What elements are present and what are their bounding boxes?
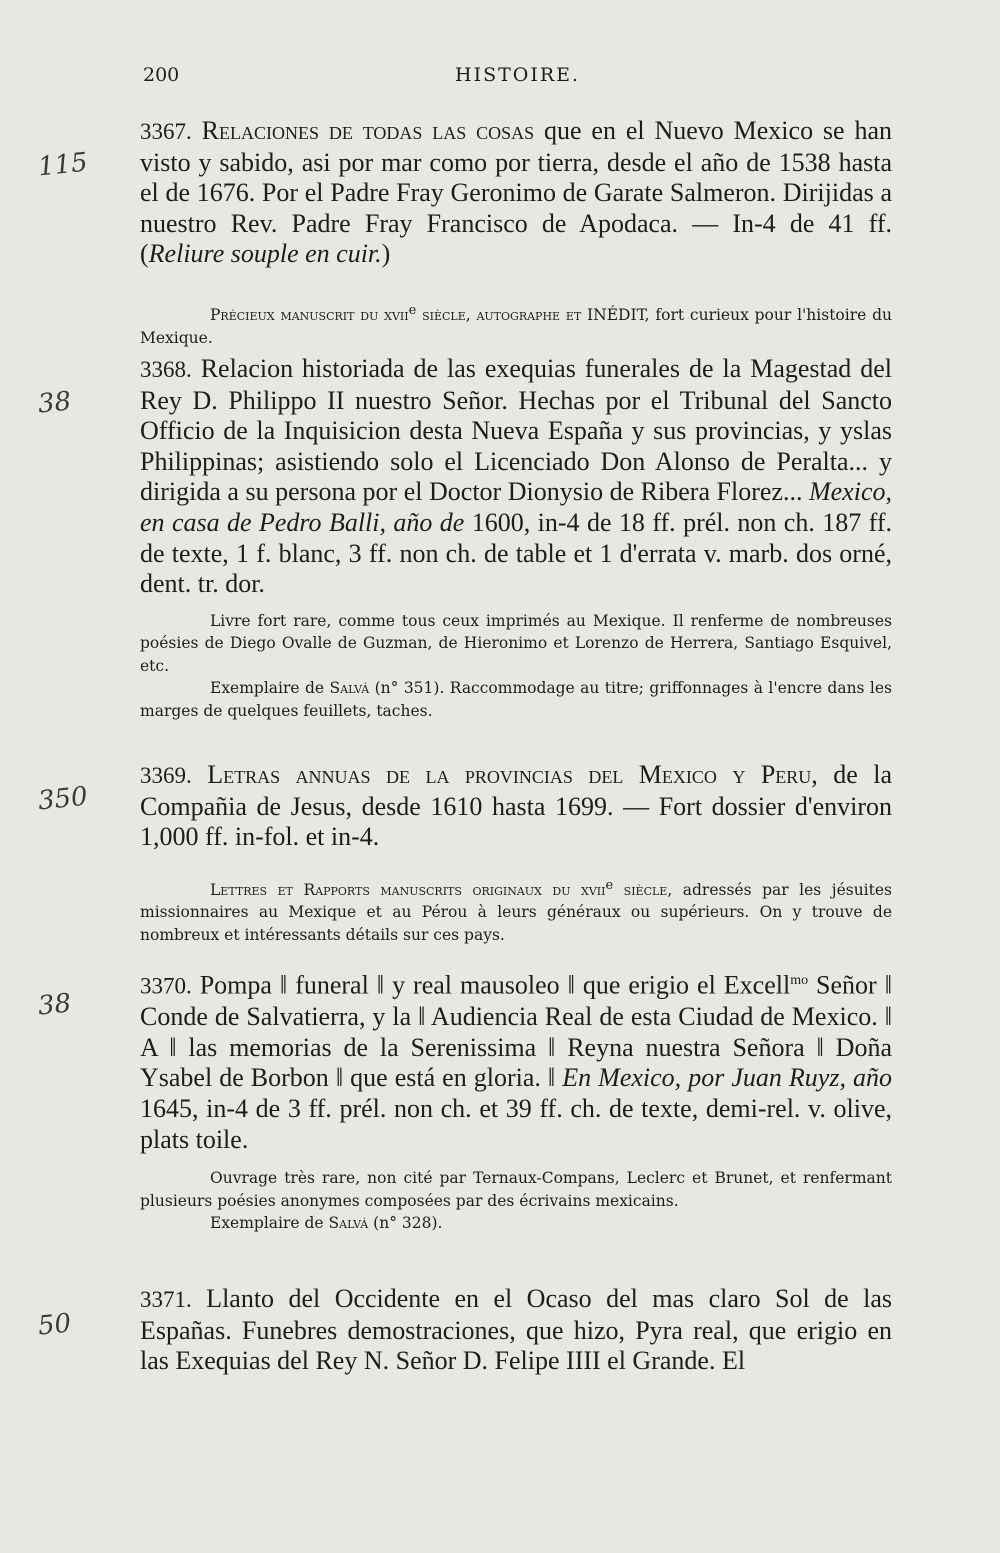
note-text: INÉDIT, fort curieux pour l'histoire du Mexique. xyxy=(140,306,893,347)
entry-note xyxy=(140,300,892,349)
entry-body-end: 1600, in-4 de 18 ff. prél. non ch. 187 ff. de texte, 1 f. blanc, 3 ff. non ch. de table et 1 d'errata v. marb. dos orné, dent. tr. dor. xyxy=(140,507,893,599)
note-text: Exemplaire de xyxy=(210,1214,329,1233)
entry-binding: Reliure souple en cuir. xyxy=(148,239,382,269)
catalog-entry-3371 xyxy=(140,1284,892,1377)
price-annotation: 115 xyxy=(36,147,90,183)
entry-imprint: En Mexico, por Juan Ruyz, año xyxy=(562,1063,892,1093)
entry-text xyxy=(140,966,892,1155)
note-smallcaps: Lettres et Rapports manuscrits originaux du xvii xyxy=(210,880,606,899)
note-superscript: e xyxy=(605,877,614,893)
note-superscript: e xyxy=(408,302,417,318)
entry-note: Livre fort rare, comme tous ceux imprimés au Mexique. Il renferme de nombreuses poésies de Diego Ovalle de Guzman, de Hieronimo et Lorenzo de Herrera, Santiago Esquivel, etc. xyxy=(140,611,892,675)
entry-body: Relacion historiada de las exequias funerales de la Magestad del Rey D. Philippo II nuestro Señor. Hechas por el Tribunal del Sancto Officio de la Inquisicion desta Nueva España y sus provincias, y yslas Philippinas; asistiendo solo el Licenciado Don Alonso de Peralta... y dirigida a su persona por el Doctor Dionysio de Ribera Florez... xyxy=(140,354,892,507)
entry-body-2: Señor ‖ Conde de Salvatierra, y la ‖ Audiencia Real de esta Ciudad de Mexico. ‖ A ‖ las memorias de la Serenissima ‖ Reyna nuestra Señora ‖ Doña Ysabel de Borbon ‖ que está en gloria. ‖ xyxy=(140,970,892,1093)
page-number: 200 xyxy=(143,64,180,86)
entry-body-end: 1645, in-4 de 3 ff. prél. non ch. et 39 ff. ch. de texte, demi-rel. v. olive, plats toile. xyxy=(140,1094,892,1154)
entry-body: que en el Nuevo Mexico se han visto y sabido, asi por mar como por tierra, desde el año de 1538 hasta el de 1676. Por el Padre Fray Geronimo de Garate Salmeron. Dirijidas a nuestro Rev. Padre Fray Francisco de Apodaca. — In-4 de 41 ff. ( xyxy=(140,116,893,269)
entry-note: Ouvrage très rare, non cité par Ternaux-Compans, Leclerc et Brunet, et renfermant plusieurs poésies anonymes composées par des écrivains mexicains. xyxy=(140,1169,892,1210)
entry-superscript: mo xyxy=(790,973,809,988)
entry-text xyxy=(140,354,892,600)
note-text-end: (n° 328). xyxy=(368,1214,443,1233)
entry-text xyxy=(140,760,892,853)
note-text: Exemplaire de xyxy=(210,679,330,698)
note-text: adressés par les jésuites missionnaires au Mexique et au Pérou à leurs généraux ou supérieurs. On y trouve de nombreux et intéressants détails sur ces pays. xyxy=(140,880,892,944)
page-header xyxy=(0,64,1000,94)
note-collector: Salvá xyxy=(328,1214,369,1233)
entry-note xyxy=(140,875,892,947)
note-smallcaps: Précieux manuscrit du xvii xyxy=(210,306,409,325)
entry-text xyxy=(140,1284,892,1377)
running-head: HISTOIRE. xyxy=(455,64,581,86)
entry-number: 3371. xyxy=(140,1287,192,1312)
note-text-end: (n° 351). Raccommodage au titre; griffonnages à l'encre dans les marges de quelques feuillets, taches. xyxy=(140,679,892,720)
entry-number: 3367. xyxy=(140,119,192,144)
entry-number: 3368. xyxy=(140,357,192,382)
entry-note-copy xyxy=(140,677,892,722)
entry-title: Relaciones de todas las cosas xyxy=(201,116,535,145)
entry-body: Llanto del Occidente en el Ocaso del mas claro Sol de las Españas. Funebres demostraciones, que hizo, Pyra real, que erigio en las Exequias del Rey N. Señor D. Felipe IIII el Grande. El xyxy=(140,1284,892,1376)
entry-imprint: Mexico, en casa de Pedro Balli, año de xyxy=(140,477,892,537)
price-annotation: 50 xyxy=(36,1308,73,1342)
price-annotation: 350 xyxy=(36,781,90,817)
note-smallcaps-2: siècle, autographe et xyxy=(416,306,582,325)
entry-body-end: ) xyxy=(381,239,391,269)
entry-body: , de la Compañia de Jesus, desde 1610 hasta 1699. — Fort dossier d'environ 1,000 ff. in-fol. et in-4. xyxy=(140,760,892,852)
note-smallcaps-2: siècle, xyxy=(613,880,673,899)
entry-text xyxy=(140,116,892,270)
catalog-entry-3370 xyxy=(140,966,892,1235)
catalog-entry-3368 xyxy=(140,354,892,722)
entry-body: Pompa ‖ funeral ‖ y real mausoleo ‖ que erigio el Excell xyxy=(191,970,791,1000)
catalog-entry-3367 xyxy=(140,116,892,349)
entry-note-copy xyxy=(140,1212,892,1235)
catalog-entry-3369 xyxy=(140,760,892,946)
entry-number: 3370. xyxy=(140,973,192,999)
price-annotation: 38 xyxy=(36,386,73,420)
note-collector: Salvá xyxy=(329,679,370,698)
entry-title: Letras annuas de la provincias del Mexico y Peru xyxy=(207,760,812,789)
price-annotation: 38 xyxy=(36,988,73,1022)
entry-number: 3369. xyxy=(140,763,192,788)
